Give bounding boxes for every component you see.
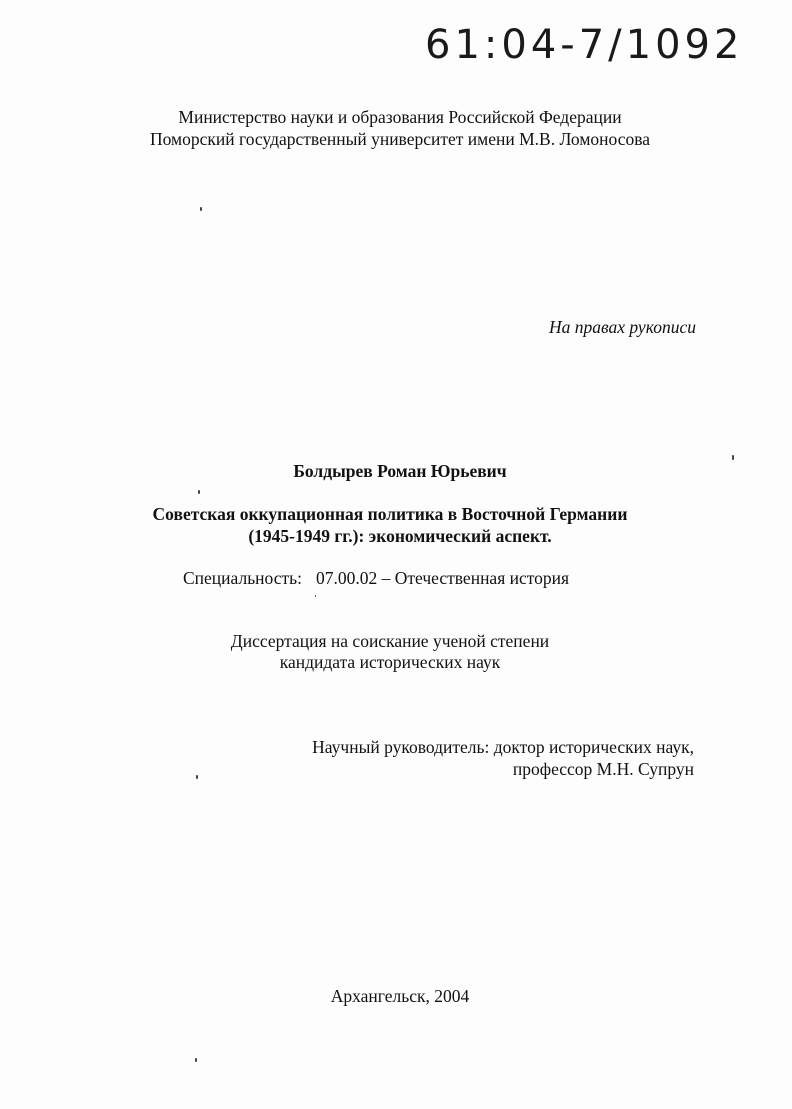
specialty-label: Специальность: xyxy=(183,568,302,588)
thesis-title-line-2: (1945-1949 гг.): экономический аспект. xyxy=(248,526,552,546)
scan-speck xyxy=(196,775,198,779)
university-line: Поморский государственный университет имени М.В. Ломоносова xyxy=(149,129,651,149)
place-and-year: Архангельск, 2004 xyxy=(330,986,470,1006)
supervisor-line-1: Научный руководитель: доктор исторических наук, xyxy=(312,737,694,757)
specialty-value: 07.00.02 – Отечественная история xyxy=(315,568,570,588)
stamp-code: 61:04-7/1092 xyxy=(425,22,744,68)
scan-speck xyxy=(198,490,200,494)
manuscript-note: На правах рукописи xyxy=(549,317,696,337)
handwritten-archive-stamp xyxy=(425,14,744,74)
dissertation-line-1: Диссертация на соискание ученой степени xyxy=(230,631,550,651)
specialty-line xyxy=(183,567,569,589)
thesis-title-line-1: Советская оккупационная политика в Восточной Германии xyxy=(152,504,628,524)
dissertation-line-2: кандидата исторических наук xyxy=(279,652,501,672)
ministry-line: Министерство науки и образования Российской Федерации xyxy=(178,107,622,127)
scan-speck xyxy=(200,207,202,211)
scan-speck xyxy=(732,455,734,460)
supervisor-line-2: профессор М.Н. Супрун xyxy=(512,759,694,779)
scan-speck xyxy=(315,595,316,597)
scan-speck xyxy=(195,1058,197,1062)
author-name: Болдырев Роман Юрьевич xyxy=(293,461,507,481)
